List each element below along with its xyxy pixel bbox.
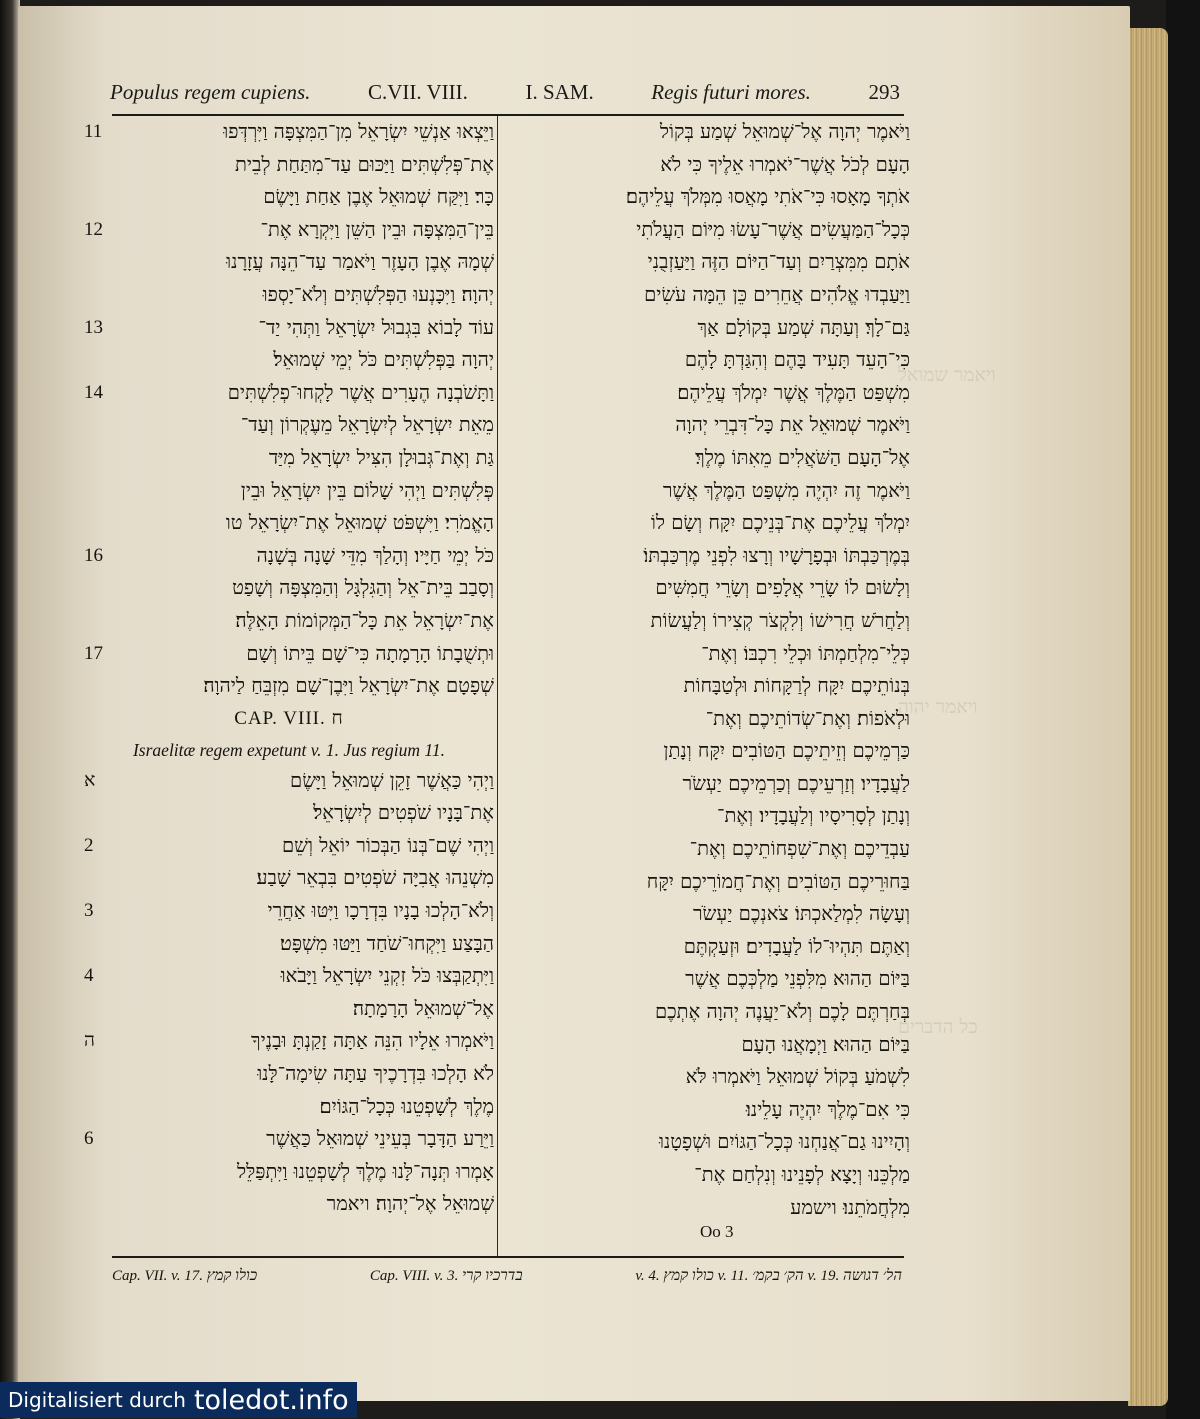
verse-number: 14 [84,381,103,403]
text-line [500,116,910,149]
verse-text: פְּלִשְׁתִּים וַיְהִי שָׁלוֹם בֵּין יִשְׂרָאֵל וּבֵין [240,478,494,502]
verse-text: כָּר׃ וַיִּקַּח שְׁמוּאֵל אֶבֶן אַחַת וַיָּשֶׂם [263,185,494,209]
text-line [84,344,494,377]
verse-text: אֶת־בָּנָיו שֹׁפְטִים לְיִשְׂרָאֵל׃ [313,801,494,825]
watermark-brand: toledot.info [193,1384,349,1416]
running-head-chapters: C.VII. VIII. [367,79,468,104]
text-line [500,1159,910,1192]
verse-text: אֶת־פְּלִשְׁתִּים וַיַּכּוּם עַד־מִתַּחַת לְבֵית [234,152,494,176]
text-line [500,898,910,931]
verse-text: כִּי־הָעֵד תָּעִיד בָּהֶם וְהִגַּדְתָּ לָהֶם [684,348,910,372]
verse-text: וַיַּעַבְדוּ אֱלֹהִים אֲחֵרִים כֵּן הֵמָּה עֹשִׂים [644,282,910,306]
text-line [84,181,494,214]
text-line [84,214,494,247]
text-line [500,605,910,638]
right-column [500,116,910,1256]
text-line [84,312,494,345]
verse-text: וְסָבַב בֵּית־אֵל וְהַגִּלְגָּל וְהַמִּצְפָּה וְשָׁפַט [232,576,494,600]
verse-text: וַיֵּצְאוּ אַנְשֵׁי יִשְׂרָאֵל מִן־הַמִּצְפָּה וַיִּרְדְּפוּ [223,120,494,143]
verse-text: וַיֹּאמֶר שְׁמוּאֵל אֵת כָּל־דִּבְרֵי יְהוָה [675,413,910,437]
verse-number: 16 [84,544,103,566]
text-line [84,830,494,863]
verse-text: וַיֹּאמֶר יְהוָה אֶל־שְׁמוּאֵל שְׁמַע בְּקוֹל [659,120,910,143]
signature-mark: Oo 3 [700,1222,734,1241]
text-line [500,409,910,442]
text-line [84,960,494,993]
text-line [500,540,910,573]
text-line [84,1188,494,1221]
page-block-edge [1128,28,1168,1406]
verse-text: וַיְהִי שֶׁם־בְּנוֹ הַבְּכוֹר יוֹאֵל וְשֵׁם [282,833,494,857]
verse-text: כֹּל יְמֵי חַיָּיו׃ וְהָלַךְ מִדֵּי שָׁנָה בְּשָׁנָה [256,543,494,567]
verse-text: אֶת־יִשְׂרָאֵל אֵת כָּל־הַמְּקוֹמוֹת הָאֵלֶּה׃ [235,608,494,632]
column-divider [497,116,498,1256]
text-line [500,670,910,703]
verse-text: בֵּין־הַמִּצְפָּה וּבֵין הַשֵּׁן וַיִּקְרָא אֶת־ [260,217,494,241]
verse-text: וַיְהִי כַּאֲשֶׁר זָקֵן שְׁמוּאֵל וַיָּשֶׂם [290,768,494,792]
text-line [500,507,910,540]
running-head-right: Regis futuri mores. [651,79,811,104]
watermark-banner [0,1382,357,1418]
verse-text: בְּחַרְתֶּם לָכֶם וְלֹא־יַעֲנֶה יְהוָה אֶתְכֶם [654,1000,910,1024]
verse-text: בַּיּוֹם הַהוּא׃ וַיְמָאֲנוּ הָעָם [741,1032,910,1056]
verse-text: אֹתָם מִמִּצְרַיִם וְעַד־הַיּוֹם הַזֶּה וַיַּעַזְבֻנִי [647,250,910,274]
text-line [84,797,494,830]
verse-number: 11 [84,121,103,142]
verse-number: א [84,769,96,791]
verse-text: כִּי אִם־מֶלֶךְ יִהְיֶה עָלֵינוּ׃ [745,1097,910,1121]
text-line [500,1061,910,1094]
verse-number: 2 [84,834,94,856]
text-line [84,540,494,573]
text-line [84,1058,494,1091]
verse-text: שְׁפָטָם אֶת־יִשְׂרָאֵל וַיִּבֶן־שָׁם מִזְבֵּחַ לַיהוָה׃ [203,674,494,698]
verse-text: עַבְדֵיכֶם וְאֶת־שִׁפְחוֹתֵיכֶם וְאֶת־ [689,837,910,861]
running-head-book: I. SAM. [525,79,594,104]
text-line [500,1126,910,1159]
verse-text: וּתְשֻׁבָתוֹ הָרָמָתָה כִּי־שָׁם בֵּיתוֹ וְשָׁם [246,641,494,665]
text-line [84,895,494,928]
verse-number: 4 [84,965,94,987]
verse-number: 3 [84,900,94,922]
text-line [500,246,910,279]
text-line [84,507,494,540]
verse-number: 12 [84,218,103,240]
verse-number: 13 [84,316,103,338]
footnote-right: v. 4. כולו קמץ v. 11. הק׳ בקמ׳ v. 19. הל׳ דגושה [635,1267,902,1284]
show-through-text: ויאמר שמואל [898,364,996,386]
text-line [500,735,910,768]
verse-number: 6 [84,1128,94,1150]
verse-text: בְּמֶרְכַּבְתּוֹ וּבְפָרָשָׁיו וְרָצוּ לִפְנֵי מֶרְכַּבְתּוֹ׃ [643,543,910,567]
text-line [84,572,494,605]
text-line [84,605,494,638]
footnote-middle: Cap. VIII. v. 3. בדרכיו קרי [369,1267,523,1284]
footnotes [112,1263,902,1289]
verse-text: יִמְלֹךְ עֲלֵיכֶם אֶת־בְּנֵיכֶם יִקָּח וְשָׂם לוֹ [650,511,910,535]
text-line [500,638,910,671]
verse-text: מִשְׁפַּט הַמֶּלֶךְ אֲשֶׁר יִמְלֹךְ עֲלֵיהֶם׃ [677,380,910,404]
text-line [500,833,910,866]
text-line [84,442,494,475]
verse-text: יְהוָה בַּפְּלִשְׁתִּים כֹּל יְמֵי שְׁמוּאֵל׃ [273,348,494,372]
text-line [84,1156,494,1189]
text-line [84,1123,494,1156]
verse-number: 17 [84,642,103,664]
text-line [84,1091,494,1124]
text-line [84,638,494,671]
text-line [84,149,494,182]
text-line [500,475,910,508]
text-line [84,670,494,703]
verse-text: יְהוָה׃ וַיִּכָּנְעוּ הַפְּלִשְׁתִּים וְלֹא־יָסְפוּ [262,282,494,306]
left-column-verses-bottom [84,765,494,1221]
text-line [84,279,494,312]
text-line [500,768,910,801]
verse-text: מַלְכֵּנוּ וְיָצָא לְפָנֵינוּ וְנִלְחַם אֶת־ [694,1163,910,1186]
verse-text: בְּנוֹתֵיכֶם יִקָּח לְרַקָּחוֹת וּלְטַבָּחוֹת [683,674,910,698]
chapter-heading: CAP. VIII. ח [234,707,344,729]
verse-text: מִלְחֲמֹתֵנוּ׃ וישמע [790,1195,910,1219]
text-line [500,996,910,1029]
text-line [84,928,494,961]
verse-text: אֹתְךָ מָאָסוּ כִּי־אֹתִי מָאֲסוּ מִמְּלֹךְ עֲלֵיהֶם׃ [625,185,910,209]
verse-text: לַעֲבָדָיו׃ וְזַרְעֵיכֶם וְכַרְמֵיכֶם יַעְשֹׂר [682,771,910,795]
verse-text: וְעָשָׂה לִמְלַאכְתּוֹ׃ צֹאנְכֶם יַעְשֹׂר [692,902,910,926]
verse-text: וְהָיִינוּ גַם־אֲנַחְנוּ כְּכָל־הַגּוֹיִם וּשְׁפָטָנוּ [658,1130,910,1154]
verse-text: כְּלֵי־מִלְחַמְתּוֹ וּכְלֵי רִכְבּוֹ׃ וְאֶת־ [701,641,910,665]
verse-text: הָעָם לְכֹל אֲשֶׁר־יֹאמְרוּ אֵלֶיךָ כִּי לֹא [660,152,910,176]
text-line [84,765,494,798]
text-line [500,312,910,345]
right-column-verses [500,116,910,1224]
text-line [500,931,910,964]
page-number: 293 [868,79,900,104]
verse-text: וַיֹּאמֶר זֶה יִהְיֶה מִשְׁפַּט הַמֶּלֶךְ אֲשֶׁר [662,478,910,502]
verse-text: שְׁמָהּ אֶבֶן הָעָזֶר וַיֹּאמַר עַד־הֵנָּה עֲזָרָנוּ [226,250,494,274]
book-cover-edge [1166,0,1200,1419]
verse-text: כַּרְמֵיכֶם וְזֵיתֵיכֶם הַטּוֹבִים יִקָּח וְנָתַן [663,739,910,763]
verse-text: הַבָּצַע וַיִּקְחוּ־שֹׁחַד וַיַּטּוּ מִשְׁפָּט׃ [280,931,494,955]
text-line [84,246,494,279]
verse-text: וַיִּתְקַבְּצוּ כֹּל זִקְנֵי יִשְׂרָאֵל וַיָּבֹאוּ [280,964,494,988]
text-line [500,866,910,899]
verse-text: בַּחוּרֵיכֶם הַטּוֹבִים וְאֶת־חֲמוֹרֵיכֶם יִקָּח [646,869,910,893]
text-line [84,116,494,149]
text-line [500,279,910,312]
verse-text: וְלֹא־הָלְכוּ בָנָיו בִּדְרָכָו וַיִּטּוּ אַחֲרֵי [267,899,494,923]
footer-rule [112,1256,904,1258]
text-line [84,377,494,410]
left-column [84,116,494,1256]
watermark-prefix: Digitalisiert durch [8,1388,186,1412]
verse-text: לִשְׁמֹעַ בְּקוֹל שְׁמוּאֵל וַיֹּאמְרוּ לֹּא [685,1065,910,1089]
verse-text: בַּיּוֹם הַהוּא מִלִּפְנֵי מַלְכְּכֶם אֲשֶׁר [685,967,910,991]
chapter-summary: Israelitæ regem expetunt v. 1. Jus regium 11. [132,739,445,760]
footnote-left: Cap. VII. v. 17. כולו קמץ [112,1267,258,1284]
text-line [500,963,910,996]
verse-text: כְּכָל־הַמַּעֲשִׂים אֲשֶׁר־עָשׂוּ מִיּוֹם הַעֲלֹתִי [636,217,910,241]
verse-text: עוֹד לָבוֹא בִּגְבוּל יִשְׂרָאֵל וַתְּהִי יַד־ [258,315,494,339]
verse-text: וַיֹּאמְרוּ אֵלָיו הִנֵּה אַתָּה זָקַנְתָּ וּבָנֶיךָ [251,1029,494,1053]
text-line [500,703,910,736]
text-line [500,442,910,475]
text-line [500,377,910,410]
text-line [500,149,910,182]
show-through-text: ויאמר יהוה [898,696,978,718]
text-line [84,862,494,895]
text-line [500,181,910,214]
verse-text: אָמְרוּ תְּנָה־לָּנוּ מֶלֶךְ לְשָׁפְטֵנוּ וַיִּתְפַּלֵּל [237,1159,494,1183]
verse-text: וַיֵּרַע הַדָּבָר בְּעֵינֵי שְׁמוּאֵל כַּאֲשֶׁר [266,1127,494,1151]
text-line [500,572,910,605]
book-spine-shadow [0,0,20,1419]
verse-text: וּלְאֹפוֹת׃ וְאֶת־שְׂדוֹתֵיכֶם וְאֶת־ [705,706,910,730]
verse-text: מֵאֵת יִשְׂרָאֵל לְיִשְׂרָאֵל מֵעֶקְרוֹן וְעַד־ [240,413,494,437]
text-line [500,1192,910,1225]
text-line [84,1025,494,1058]
verse-text: וְנָתַן לְסָרִיסָיו וְלַעֲבָדָיו׃ וְאֶת־ [717,804,910,828]
verse-text: וְלָשׂוּם לוֹ שָׂרֵי אֲלָפִים וְשָׂרֵי חֲמִשִּׁים [655,576,910,600]
verse-text: לֹא הָלְכוּ בִּדְרָכֶיךָ עַתָּה שִׂימָה־לָּנוּ [257,1062,494,1086]
verse-text: וְאַתֶּם תִּהְיוּ־לוֹ לַעֲבָדִים׃ וּזְעַקְתֶּם [683,934,910,958]
verse-text: גַּם־לָךְ׃ וְעַתָּה שְׁמַע בְּקוֹלָם אַךְ [697,315,910,339]
verse-text: שְׁמוּאֵל אֶל־יְהוָה׃ ויאמר [326,1192,494,1216]
verse-text: גַּת וְאֶת־גְּבוּלָן הִצִּיל יִשְׂרָאֵל מִיַּד [268,445,494,469]
verse-text: וַתָּשֹׁבְנָה הֶעָרִים אֲשֶׁר לָקְחוּ־פְלִשְׁתִּים [227,380,494,404]
text-line [84,409,494,442]
text-line [500,800,910,833]
text-line [84,475,494,508]
running-head [110,72,900,112]
verse-text: אֶל־שְׁמוּאֵל הָרָמָתָה׃ [352,996,494,1020]
left-column-verses-top [84,116,494,703]
show-through-text: כל הדברים [898,1016,978,1038]
text-line [500,1094,910,1127]
verse-text: וְלַחֲרֹשׁ חֲרִישׁוֹ וְלִקְצֹר קְצִירוֹ וְלַעֲשׂוֹת [650,608,910,632]
verse-text: מִשְׁנֵהוּ אֲבִיָּה שֹׁפְטִים בִּבְאֵר שָׁבַע׃ [256,866,494,890]
text-line [500,214,910,247]
text-line [500,344,910,377]
verse-text: מֶלֶךְ לְשָׁפְטֵנוּ כְּכָל־הַגּוֹיִם׃ [319,1094,494,1118]
verse-number: ה [84,1030,95,1052]
text-line [500,1029,910,1062]
text-line [84,993,494,1026]
running-head-left: Populus regem cupiens. [110,79,311,104]
verse-text: הָאֱמֹרִי׃ וַיִּשְׁפֹּט שְׁמוּאֵל אֶת־יִשְׂרָאֵל טו [225,511,494,535]
verse-text: אֶל־הָעָם הַשֹּׁאֲלִים מֵאִתּוֹ מֶלֶךְ׃ [695,445,910,469]
